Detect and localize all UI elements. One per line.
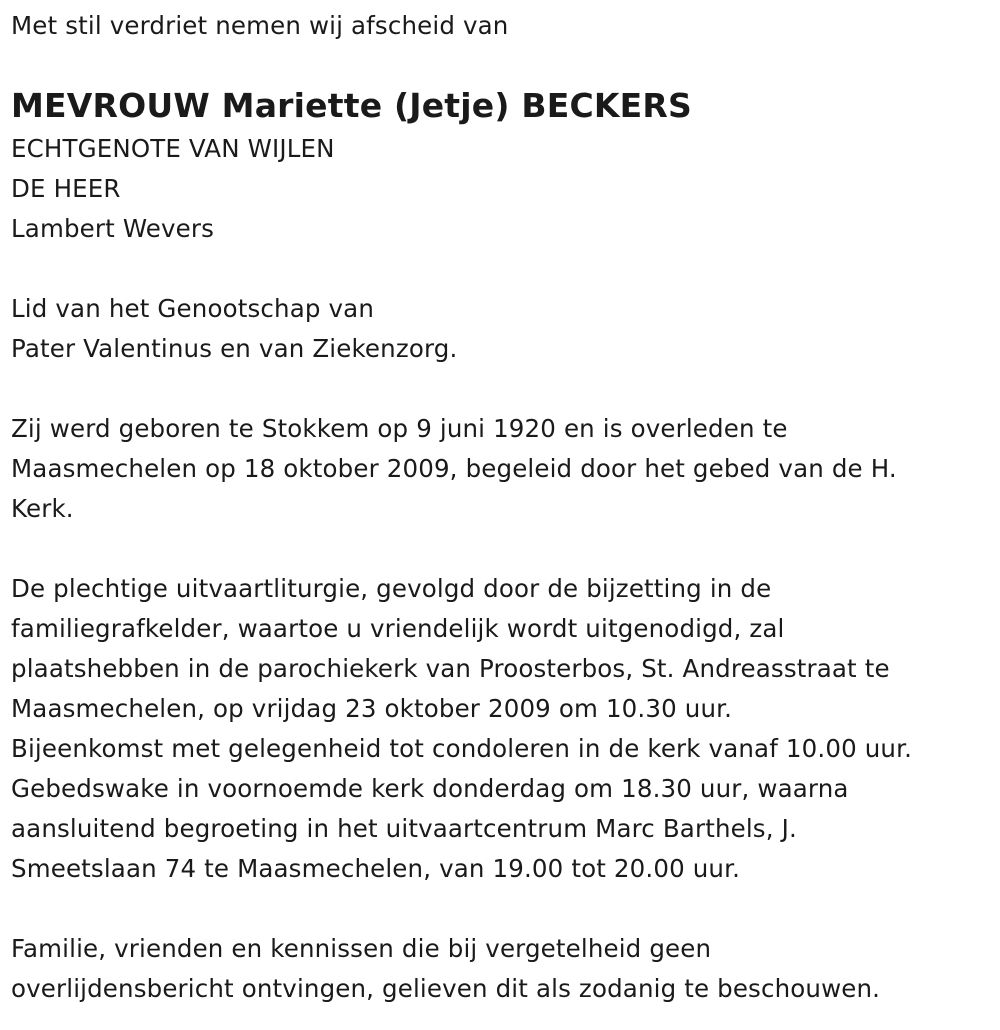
paragraph-line: plaatshebben in de parochiekerk van Proosterbos, St. Andreasstraat te — [11, 654, 890, 683]
paragraph-line: Familie, vrienden en kennissen die bij vergetelheid geen — [11, 934, 712, 963]
paragraph-line: Lid van het Genootschap van — [11, 294, 374, 323]
paragraph-line: overlijdensbericht ontvingen, gelieven dit als zodanig te beschouwen. — [11, 974, 881, 1003]
paragraph-line: Pater Valentinus en van Ziekenzorg. — [11, 334, 458, 363]
relation-line-1: ECHTGENOTE VAN WIJLEN — [11, 134, 335, 163]
spacer — [11, 889, 990, 929]
deceased-name: MEVROUW Mariette (Jetje) BECKERS — [11, 86, 692, 125]
spacer — [11, 249, 990, 289]
relation-line-2: DE HEER — [11, 174, 121, 203]
paragraph-line: Kerk. — [11, 494, 74, 523]
paragraph-line: familiegrafkelder, waartoe u vriendelijk wordt uitgenodigd, zal — [11, 614, 785, 643]
paragraph-line: Maasmechelen, op vrijdag 23 oktober 2009 om 10.30 uur. — [11, 694, 733, 723]
closing-paragraph — [11, 929, 990, 1009]
funeral-paragraph — [11, 569, 990, 889]
spacer — [11, 529, 990, 569]
paragraph-line: Maasmechelen op 18 oktober 2009, begeleid door het gebed van de H. — [11, 454, 897, 483]
intro-text: Met stil verdriet nemen wij afscheid van — [11, 11, 509, 40]
spouse-name: Lambert Wevers — [11, 214, 214, 243]
paragraph-line: Zij werd geboren te Stokkem op 9 juni 1920 en is overleden te — [11, 414, 788, 443]
paragraph-line: Smeetslaan 74 te Maasmechelen, van 19.00 tot 20.00 uur. — [11, 854, 741, 883]
spacer — [11, 369, 990, 409]
spacer — [11, 46, 990, 83]
birth-death-paragraph — [11, 409, 990, 529]
paragraph-line: De plechtige uitvaartliturgie, gevolgd door de bijzetting in de — [11, 574, 772, 603]
membership-paragraph — [11, 289, 990, 369]
paragraph-line: Gebedswake in voornoemde kerk donderdag om 18.30 uur, waarna — [11, 774, 849, 803]
paragraph-line: Bijeenkomst met gelegenheid tot condoleren in de kerk vanaf 10.00 uur. — [11, 734, 913, 763]
paragraph-line: aansluitend begroeting in het uitvaartcentrum Marc Barthels, J. — [11, 814, 797, 843]
